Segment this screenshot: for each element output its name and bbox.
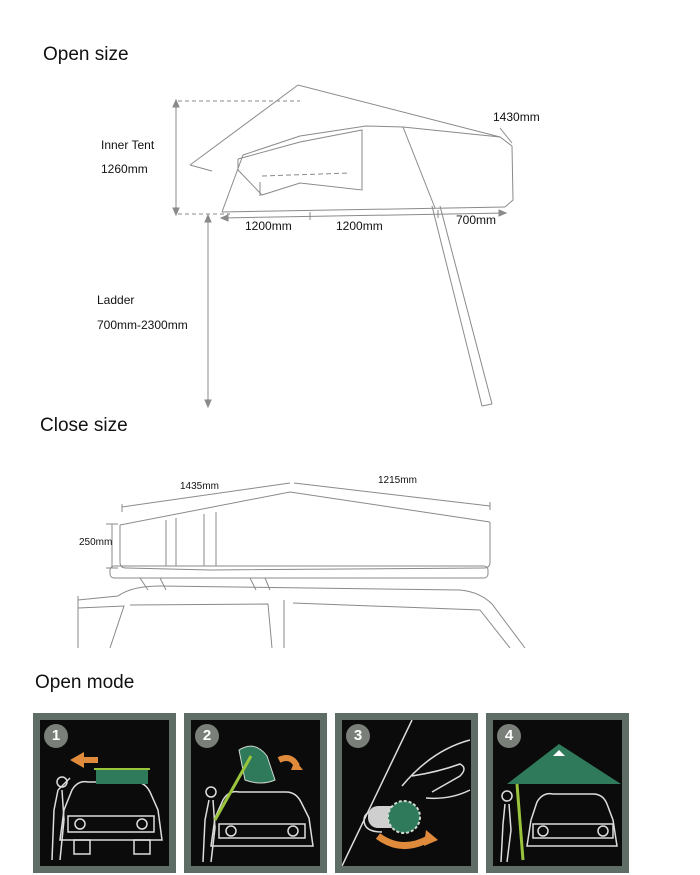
ladder-range: 700mm-2300mm (97, 318, 188, 332)
step-panel-4 (486, 713, 629, 873)
length-dimension-b: 1200mm (336, 219, 383, 233)
tent-width-dimension: 1430mm (493, 110, 540, 124)
inner-tent-height: 1260mm (101, 162, 148, 176)
length-dimension-a: 1200mm (245, 219, 292, 233)
tent-open-icon (493, 720, 622, 866)
step-number-badge: 1 (44, 724, 68, 748)
closed-length-dimension: 1435mm (180, 481, 219, 492)
pull-cover-icon (40, 720, 169, 866)
step-panel-1 (33, 713, 176, 873)
close-size-heading: Close size (40, 415, 128, 436)
turn-lock-icon (342, 720, 471, 866)
closed-height-dimension: 250mm (79, 537, 113, 548)
open-size-heading: Open size (43, 44, 129, 65)
step-number-badge: 3 (346, 724, 370, 748)
open-mode-heading: Open mode (35, 672, 135, 693)
inner-tent-label: Inner Tent (101, 138, 155, 152)
step-panel-2 (184, 713, 327, 873)
step-number-badge: 2 (195, 724, 219, 748)
step-number-badge: 4 (497, 724, 521, 748)
closed-width-dimension: 1215mm (378, 475, 417, 486)
unfold-tent-icon (191, 720, 320, 866)
step-panel-3 (335, 713, 478, 873)
overhang-dimension: 700mm (456, 213, 497, 227)
ladder-label: Ladder (97, 293, 135, 307)
